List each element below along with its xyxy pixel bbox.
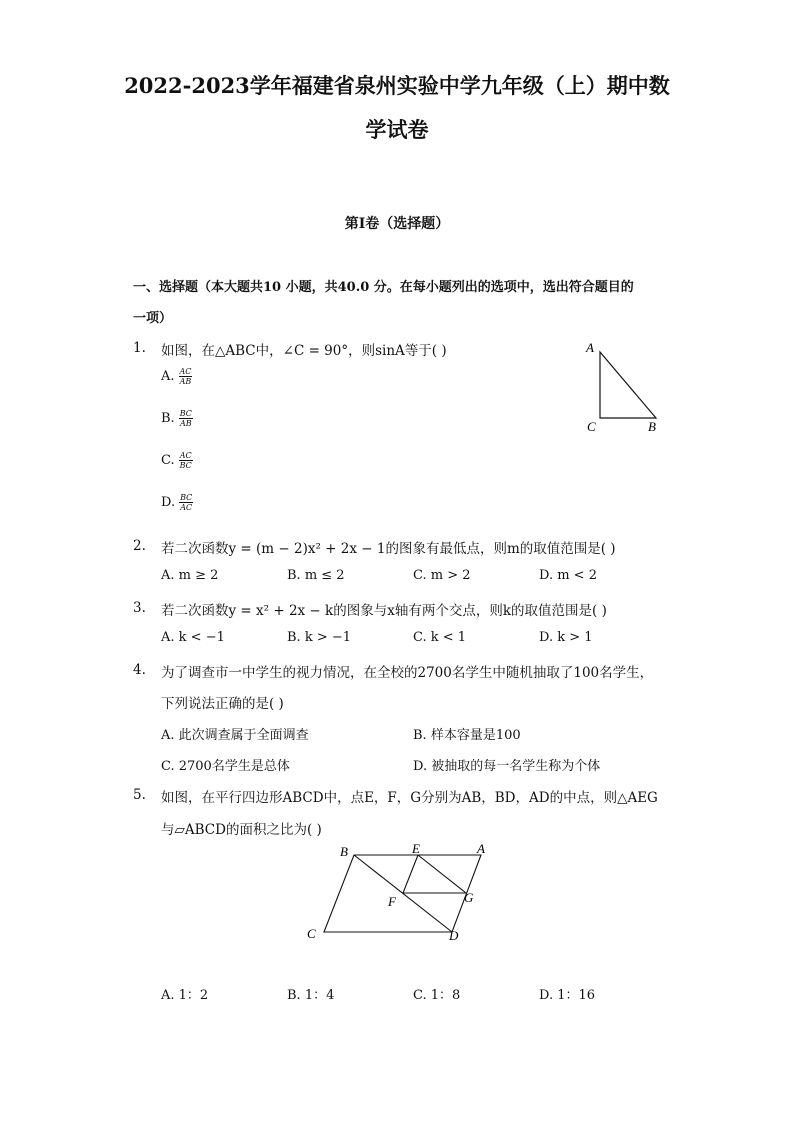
section-title: 第I卷（选择题）: [344, 216, 450, 232]
option-a: A. 此次调查属于全面调查: [161, 728, 309, 743]
question-text-line2: 下列说法正确的是( ): [161, 696, 284, 712]
vertex-label-c: C: [587, 419, 596, 434]
option-d: D. 1：16: [539, 988, 596, 1003]
fraction-numerator: BC: [179, 409, 192, 418]
option-b: B. 1：4: [287, 988, 335, 1003]
vertex-label-a: A: [477, 841, 485, 856]
option-d: D. 被抽取的每一名学生称为个体: [413, 759, 601, 774]
fraction: [179, 409, 193, 428]
question-text-line1: 为了调查市一中学生的视力情况，在全校的2700名学生中随机抽取了100名学生，: [161, 665, 654, 681]
triangle-abc: [600, 352, 656, 418]
page-title-line1: 2022-2023学年福建省泉州实验中学九年级（上）期中数: [124, 73, 670, 98]
option-a: A. m ≥ 2: [161, 568, 219, 583]
option-b: B. k > −1: [287, 630, 352, 645]
option-c: [161, 451, 193, 470]
vertex-label-b: B: [648, 419, 656, 434]
question-number: 2.: [133, 538, 146, 554]
page-title-line2: 学试卷: [365, 117, 429, 142]
fraction-numerator: BC: [180, 493, 193, 502]
option-label: C.: [161, 453, 175, 468]
option-a: A. k < −1: [161, 630, 225, 645]
vertex-label-g: G: [464, 890, 474, 905]
vertex-label-f: F: [388, 894, 396, 909]
question-number: 4.: [133, 662, 146, 678]
vertex-label-b: B: [340, 844, 348, 859]
segment-ef: [403, 855, 418, 893]
option-a: A. 1：2: [161, 988, 209, 1003]
question-text: 若二次函数y = x² + 2x − k的图象与x轴有两个交点，则k的取值范围是( ): [161, 603, 607, 619]
option-c: C. m > 2: [413, 568, 471, 583]
option-d: D. k > 1: [539, 630, 593, 645]
option-c: C. 1：8: [413, 988, 461, 1003]
fraction: [179, 493, 193, 512]
vertex-label-c: C: [307, 926, 316, 941]
parallelogram-figure: [300, 838, 500, 948]
vertex-label-a: A: [586, 340, 594, 355]
fraction-denominator: AB: [179, 377, 192, 386]
part-heading-line2: 一项）: [133, 311, 173, 326]
question-text-line2: 与▱ABCD的面积之比为( ): [161, 822, 322, 838]
segment-eg: [418, 855, 466, 893]
option-c: C. 2700名学生是总体: [161, 759, 290, 774]
fraction-denominator: AC: [180, 503, 193, 512]
fraction: [179, 451, 193, 470]
fraction-denominator: AB: [179, 419, 192, 428]
option-c: C. k < 1: [413, 630, 467, 645]
question-number: 5.: [133, 787, 146, 803]
fraction: [179, 367, 193, 386]
option-d: D. m < 2: [539, 568, 597, 583]
option-label: B.: [161, 411, 175, 426]
question-text-line1: 如图，在平行四边形ABCD中，点E，F，G分别为AB，BD，AD的中点，则△AEG: [161, 790, 658, 806]
option-b: B. 样本容量是100: [413, 728, 521, 743]
fraction-denominator: BC: [179, 461, 192, 470]
right-triangle-figure: [580, 338, 670, 438]
option-d: [161, 493, 193, 512]
question-number: 3.: [133, 600, 146, 616]
option-label: A.: [161, 369, 175, 384]
fraction-numerator: AC: [179, 367, 192, 376]
option-a: [161, 367, 192, 386]
question-text: 若二次函数y = (m − 2)x² + 2x − 1的图象有最低点，则m的取值范围是( ): [161, 541, 616, 557]
question-number: 1.: [133, 340, 146, 356]
question-text: 如图，在△ABC中，∠C = 90°，则sinA等于( ): [161, 343, 447, 359]
vertex-label-d: D: [449, 928, 459, 943]
vertex-label-e: E: [412, 841, 420, 856]
option-b: [161, 409, 193, 428]
option-label: D.: [161, 495, 176, 510]
option-b: B. m ≤ 2: [287, 568, 345, 583]
part-heading-line1: 一、选择题（本大题共10 小题，共40.0 分。在每小题列出的选项中，选出符合题目的: [133, 280, 634, 295]
fraction-numerator: AC: [179, 451, 192, 460]
